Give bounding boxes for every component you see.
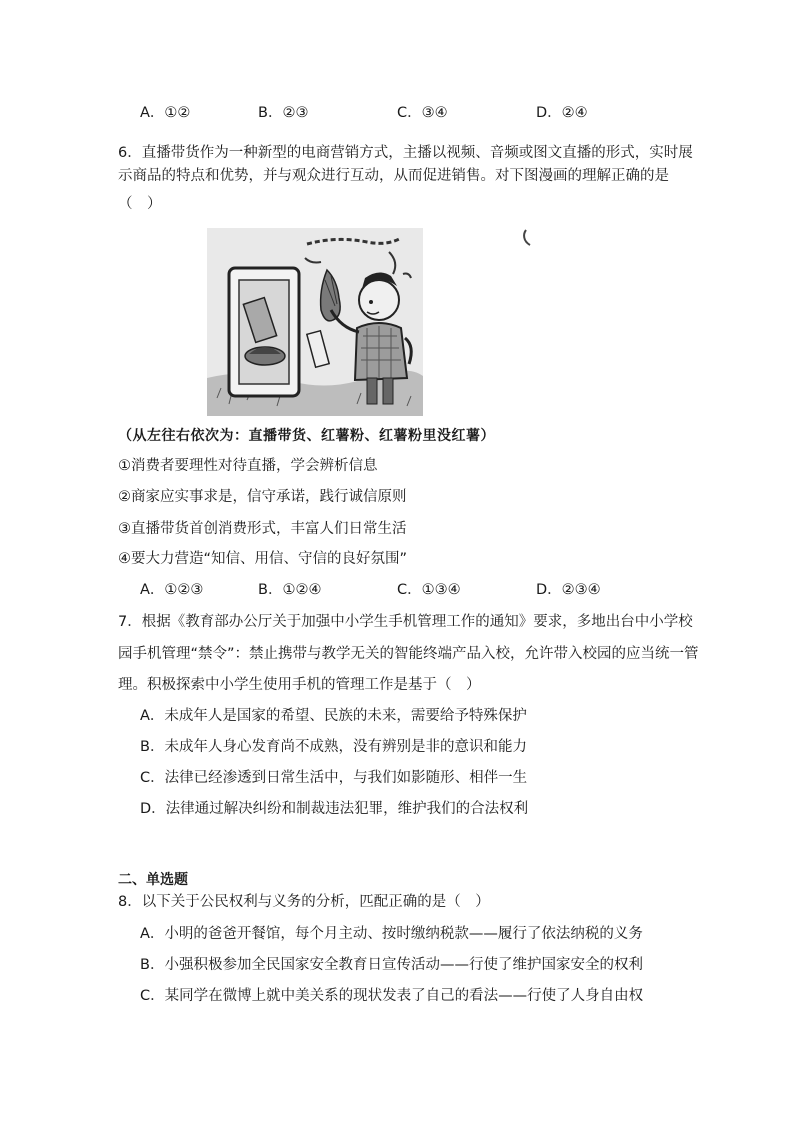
scan-mark xyxy=(520,229,534,247)
section-heading: 二、单选题 xyxy=(118,872,188,888)
q6-stem-line-3: （ ） xyxy=(118,196,162,212)
q5-option-d: D．②④ xyxy=(536,105,588,121)
q6-option-b: B．①②④ xyxy=(258,582,322,598)
q7-option-d: D．法律通过解决纠纷和制裁违法犯罪，维护我们的合法权利 xyxy=(140,801,529,817)
q8-option-a: A．小明的爸爸开餐馆，每个月主动、按时缴纳税款——履行了依法纳税的义务 xyxy=(140,926,643,942)
q6-option-d: D．②③④ xyxy=(536,582,601,598)
q7-option-a: A．未成年人是国家的希望、民族的未来，需要给予特殊保护 xyxy=(140,708,527,724)
q7-option-c: C．法律已经渗透到日常生活中，与我们如影随形、相伴一生 xyxy=(140,770,528,786)
q6-stem-line-2: 示商品的特点和优势，并与观众进行互动，从而促进销售。对下图漫画的理解正确的是 xyxy=(118,168,669,184)
q8-option-b: B．小强积极参加全民国家安全教育日宣传活动——行使了维护国家安全的权利 xyxy=(140,957,643,973)
q6-options xyxy=(140,580,640,600)
q5-option-b: B．②③ xyxy=(258,105,309,121)
q5-options xyxy=(140,103,640,123)
q8-option-c: C．某同学在微博上就中美关系的现状发表了自己的看法——行使了人身自由权 xyxy=(140,988,644,1004)
q6-stem-line-1: 6．直播带货作为一种新型的电商营销方式，主播以视频、音频或图文直播的形式，实时展 xyxy=(118,145,693,161)
cartoon-caption: （从左往右依次为：直播带货、红薯粉、红薯粉里没红薯） xyxy=(118,428,495,444)
q6-statement-1: ①消费者要理性对待直播，学会辨析信息 xyxy=(118,458,378,474)
q7-option-b: B．未成年人身心发育尚不成熟，没有辨别是非的意识和能力 xyxy=(140,739,527,755)
q7-stem-line-1: 7．根据《教育部办公厅关于加强中小学生手机管理工作的通知》要求，多地出台中小学校 xyxy=(118,614,693,630)
q5-option-c: C．③④ xyxy=(397,105,448,121)
q6-option-a: A．①②③ xyxy=(140,582,204,598)
q7-stem-line-3: 理。积极探索中小学生使用手机的管理工作是基于（ ） xyxy=(118,677,481,693)
phone-frame xyxy=(229,268,299,396)
q7-stem-line-2: 园手机管理“禁令”：禁止携带与教学无关的智能终端产品入校，允许带入校园的应当统一管 xyxy=(118,646,699,662)
q5-option-a: A．①② xyxy=(140,105,191,121)
q6-statement-4: ④要大力营造“知信、用信、守信的良好氛围” xyxy=(118,551,408,567)
cartoon-illustration xyxy=(207,228,423,416)
q6-statement-2: ②商家应实事求是，信守承诺，践行诚信原则 xyxy=(118,489,407,505)
q6-option-c: C．①③④ xyxy=(397,582,461,598)
q6-statement-3: ③直播带货首创消费形式，丰富人们日常生活 xyxy=(118,521,407,537)
q8-stem: 8．以下关于公民权利与义务的分析，匹配正确的是（ ） xyxy=(118,894,490,910)
